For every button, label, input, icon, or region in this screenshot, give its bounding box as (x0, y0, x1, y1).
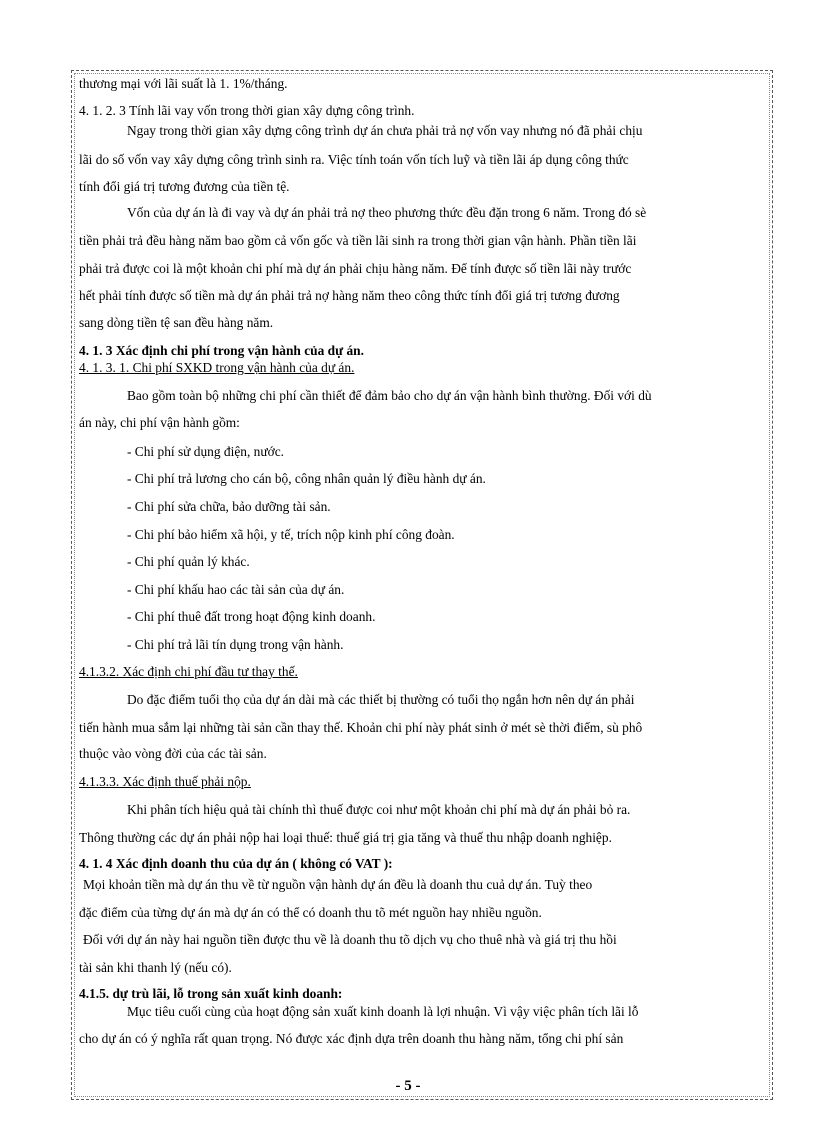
text-line: Do đặc điểm tuổi thọ của dự án dài mà các thiết bị thường có tuổi thọ ngắn hơn nên dự án phải (127, 692, 635, 707)
text-line: Mọi khoản tiền mà dự án thu về từ nguồn vận hành dự án đều là doanh thu cuả dự án. Tuỳ theo (83, 877, 593, 892)
text-line: tính đổi giá trị tương đương của tiền tệ. (79, 179, 290, 194)
subheading: 4. 1. 2. 3 Tính lãi vay vốn trong thời gian xây dựng công trình. (79, 103, 415, 118)
text-line: thương mại với lãi suất là 1. 1%/tháng. (79, 76, 288, 91)
text-line: tiền phải trả đều hàng năm bao gồm cả vốn gốc và tiền lãi sinh ra trong thời gian vận hành. Phần tiền lãi (79, 233, 637, 248)
text-line: đặc điểm của từng dự án mà dự án có thể có doanh thu tõ mét nguồn hay nhiều nguồn. (79, 905, 542, 920)
text-line: cho dự án có ý nghĩa rất quan trọng. Nó được xác định dựa trên doanh thu hàng năm, tổng chi phí sản (79, 1031, 624, 1046)
list-item: - Chi phí thuê đất trong hoạt động kinh doanh. (127, 609, 376, 624)
text-line: tài sản khi thanh lý (nếu có). (79, 960, 232, 975)
subheading: 4.1.3.2. Xác định chi phí đầu tư thay thế. (79, 664, 298, 679)
subheading: 4. 1. 3. 1. Chi phí SXKD trong vận hành của dự án. (79, 360, 355, 375)
list-item: - Chi phí trả lãi tín dụng trong vận hành. (127, 637, 344, 652)
list-item: - Chi phí bảo hiểm xã hội, y tế, trích nộp kinh phí công đoàn. (127, 527, 455, 542)
text-line: án này, chi phí vận hành gồm: (79, 415, 240, 430)
text-line: thuộc vào vòng đời của các tài sản. (79, 746, 267, 761)
text-line: sang dòng tiền tệ san đều hàng năm. (79, 315, 274, 330)
list-item: - Chi phí quản lý khác. (127, 554, 250, 569)
text-line: Mục tiêu cuối cùng của hoạt động sản xuất kinh doanh là lợi nhuận. Vì vậy việc phân tích lãi lỗ (127, 1004, 639, 1019)
text-line: Thông thường các dự án phải nộp hai loại thuế: thuế giá trị gia tăng và thuế thu nhập doanh nghiệp. (79, 830, 612, 845)
list-item: - Chi phí sửa chữa, bảo dưỡng tài sản. (127, 499, 331, 514)
section-heading: 4. 1. 3 Xác định chi phí trong vận hành của dự án. (79, 343, 364, 358)
text-line: Vốn của dự án là đi vay và dự án phải trả nợ theo phương thức đều đặn trong 6 năm. Trong đó sè (127, 205, 647, 220)
text-line: Bao gồm toàn bộ những chi phí cần thiết để đảm bảo cho dự án vận hành bình thường. Đối với dù (127, 388, 652, 403)
list-item: - Chi phí sử dụng điện, nước. (127, 444, 284, 459)
list-item: - Chi phí khấu hao các tài sản của dự án. (127, 582, 345, 597)
section-heading: 4. 1. 4 Xác định doanh thu của dự án ( không có VAT ): (79, 856, 393, 871)
text-line: Khi phân tích hiệu quả tài chính thì thuế được coi như một khoản chi phí mà dự án phải bỏ ra. (127, 802, 631, 817)
section-heading: 4.1.5. dự trù lãi, lỗ trong sản xuất kinh doanh: (79, 986, 343, 1001)
page-number: - 5 - (395, 1078, 421, 1094)
text-line: tiến hành mua sắm lại những tài sản cần thay thế. Khoản chi phí này phát sinh ở mét sè thời điểm, sù phô (79, 720, 643, 735)
list-item: - Chi phí trả lương cho cán bộ, công nhân quản lý điều hành dự án. (127, 471, 486, 486)
text-line: Ngay trong thời gian xây dựng công trình dự án chưa phải trả nợ vốn vay nhưng nó đã phải chịu (127, 123, 643, 138)
subheading: 4.1.3.3. Xác định thuế phải nộp. (79, 774, 251, 789)
text-line: hết phải tính được số tiền mà dự án phải trả nợ hàng năm theo công thức tính đổi giá trị tương đương (79, 288, 620, 303)
text-line: Đối với dự án này hai nguồn tiền được thu về là doanh thu tõ dịch vụ cho thuê nhà và giá trị thu hồi (83, 932, 617, 947)
text-line: phải trả được coi là một khoản chi phí mà dự án phải chịu hàng năm. Để tính được số tiền lãi này trước (79, 261, 632, 276)
text-line: lãi do số vốn vay xây dựng công trình sinh ra. Việc tính toán vốn tích luỹ và tiền lãi áp dụng công thức (79, 152, 629, 167)
